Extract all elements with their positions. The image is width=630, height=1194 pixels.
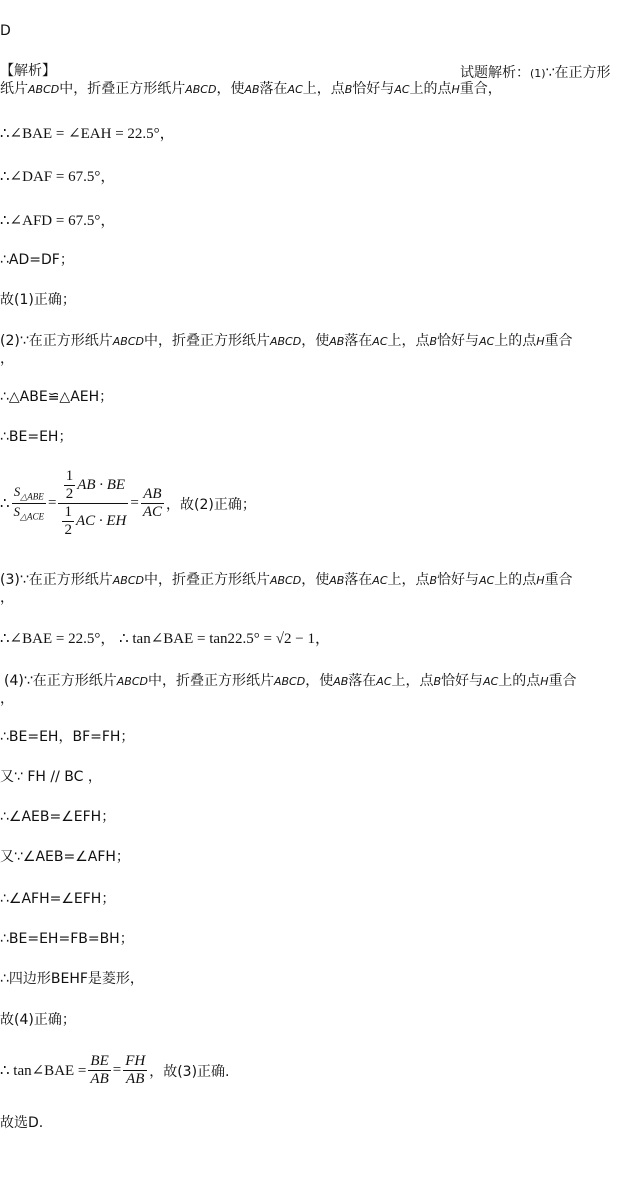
s2-conclusion: ，故(2)正确； bbox=[166, 496, 256, 513]
var-h: H bbox=[540, 675, 549, 688]
answer-letter: D bbox=[0, 23, 11, 39]
s2-text: (2)∵在正方形纸片 bbox=[0, 333, 113, 349]
var-h: H bbox=[536, 335, 545, 348]
s2-text: 恰好与 bbox=[437, 333, 480, 349]
var-abcd: ABCD bbox=[116, 675, 148, 688]
setup-text: 重合， bbox=[459, 81, 502, 97]
var-ac: AC bbox=[479, 574, 495, 587]
setup-text: 上的点 bbox=[409, 81, 452, 97]
s4-line-4: 又∵∠AEB=∠AFH； bbox=[0, 849, 130, 865]
s2-intro bbox=[0, 332, 573, 351]
s3-comma: ， bbox=[0, 590, 14, 606]
s3-text: 中，折叠正方形纸片 bbox=[143, 572, 270, 588]
s2-ratio-equation bbox=[0, 468, 256, 539]
s3-text: 上，点 bbox=[387, 572, 430, 588]
one-half bbox=[64, 468, 76, 503]
s2-text: ，使 bbox=[301, 333, 330, 349]
var-b: B bbox=[344, 83, 353, 96]
fh-over-ab-fraction bbox=[123, 1053, 147, 1088]
s3-text: 上的点 bbox=[494, 572, 537, 588]
s2-text: 上的点 bbox=[494, 333, 537, 349]
ab-be-product: AB · BE bbox=[77, 477, 126, 493]
var-b: B bbox=[429, 574, 438, 587]
area-subscript: △ACE bbox=[20, 511, 44, 522]
setup-text: 恰好与 bbox=[352, 81, 395, 97]
var-ab: AB bbox=[333, 675, 349, 688]
s2-text: 中，折叠正方形纸片 bbox=[143, 333, 270, 349]
area-symbol: S bbox=[13, 484, 21, 500]
area-ratio-fraction bbox=[12, 484, 46, 522]
denominator-expression bbox=[58, 504, 128, 539]
var-ac: AC bbox=[372, 574, 388, 587]
setup-text: 纸片 bbox=[0, 81, 28, 97]
area-symbol: S bbox=[13, 504, 21, 519]
ac-den: AC bbox=[142, 504, 162, 520]
intro-rest: ∵在正方形 bbox=[545, 65, 611, 81]
fh-num: FH bbox=[125, 1053, 146, 1069]
s1-line-1: ∴∠BAE = ∠EAH = 22.5°， bbox=[0, 126, 175, 142]
s4-text: 落在 bbox=[348, 673, 377, 689]
s3-intro bbox=[0, 571, 573, 590]
var-abcd: ABCD bbox=[273, 675, 306, 688]
s1-line-3: ∴∠AFD = 67.5°， bbox=[0, 213, 116, 229]
setup-line bbox=[0, 80, 502, 99]
s4-line-2: 又∵ FH // BC ， bbox=[0, 769, 102, 785]
s4-line-7: ∴四边形BEHF是菱形， bbox=[0, 971, 144, 987]
var-ab: AB bbox=[329, 574, 345, 587]
var-abcd: ABCD bbox=[28, 83, 60, 96]
s2-text: 重合 bbox=[544, 333, 573, 349]
area-subscript: △ABE bbox=[20, 492, 44, 502]
s3-text: (3)∵在正方形纸片 bbox=[0, 572, 113, 588]
s4-line-8: 故(4)正确； bbox=[0, 1012, 76, 1028]
s4-text: (4)∵在正方形纸片 bbox=[4, 673, 117, 689]
half-num: 1 bbox=[64, 504, 72, 520]
ab-den: AB bbox=[90, 1071, 109, 1087]
s2-text: 落在 bbox=[344, 333, 373, 349]
s4-line-5: ∴∠AFH=∠EFH； bbox=[0, 891, 116, 907]
var-h: H bbox=[536, 574, 545, 587]
s4-text: 重合 bbox=[548, 673, 577, 689]
setup-text: ，使 bbox=[216, 81, 245, 97]
s4-text: 上的点 bbox=[498, 673, 541, 689]
s1-line-5: 故(1)正确； bbox=[0, 292, 76, 308]
ab-den: AB bbox=[126, 1071, 145, 1087]
s2-comma: ， bbox=[0, 351, 14, 367]
s1-line-4: ∴AD=DF； bbox=[0, 252, 74, 268]
area-ace bbox=[12, 504, 46, 523]
half-product-fraction bbox=[58, 468, 128, 539]
s2-congruence: ∴△ABE≌△AEH； bbox=[0, 389, 114, 405]
half-den: 2 bbox=[65, 486, 74, 502]
half-den: 2 bbox=[64, 522, 72, 538]
s4-text: 恰好与 bbox=[441, 673, 484, 689]
area-abe bbox=[12, 484, 46, 503]
ab-over-ac-fraction bbox=[141, 486, 164, 521]
s1-line-2: ∴∠DAF = 67.5°， bbox=[0, 169, 116, 185]
var-h: H bbox=[451, 83, 460, 96]
tan-prefix: ∴ tan∠BAE = bbox=[0, 1063, 87, 1079]
numerator-expression bbox=[60, 468, 127, 503]
s4-intro bbox=[4, 672, 577, 691]
s4-line-1: ∴BE=EH，BF=FH； bbox=[0, 729, 135, 745]
var-ac: AC bbox=[394, 83, 410, 96]
tan-conclusion: ，故(3)正确. bbox=[149, 1063, 230, 1080]
setup-text: 上，点 bbox=[302, 81, 345, 97]
setup-text: 中，折叠正方形纸片 bbox=[59, 81, 186, 97]
var-ac: AC bbox=[372, 335, 388, 348]
item-1-marker: (1) bbox=[530, 67, 546, 80]
s3-text: 恰好与 bbox=[437, 572, 480, 588]
var-ac: AC bbox=[483, 675, 499, 688]
s4-text: 中，折叠正方形纸片 bbox=[147, 673, 274, 689]
s3-text: 重合 bbox=[544, 572, 573, 588]
analysis-label: 【解析】 bbox=[0, 63, 56, 79]
analysis-intro bbox=[460, 62, 611, 82]
s3-text: 落在 bbox=[344, 572, 373, 588]
setup-text: 落在 bbox=[259, 81, 288, 97]
s4-comma: ， bbox=[0, 691, 14, 707]
s2-be-eh: ∴BE=EH； bbox=[0, 429, 73, 445]
half-num: 1 bbox=[65, 468, 74, 484]
var-b: B bbox=[433, 675, 442, 688]
final-answer: 故选D. bbox=[0, 1115, 44, 1131]
equals-sign: = bbox=[112, 1062, 122, 1078]
equals-sign: = bbox=[47, 495, 57, 511]
intro-text: 试题解析： bbox=[460, 65, 530, 81]
var-abcd: ABCD bbox=[112, 574, 144, 587]
ab-num: AB bbox=[143, 486, 162, 502]
be-num: BE bbox=[90, 1053, 109, 1069]
var-abcd: ABCD bbox=[269, 335, 302, 348]
s3-tan-line: ∴∠BAE = 22.5°， ∴ tan∠BAE = tan22.5° = √2 − 1， bbox=[0, 631, 330, 647]
s4-line-3: ∴∠AEB=∠EFH； bbox=[0, 809, 116, 825]
var-ab: AB bbox=[244, 83, 260, 96]
ac-eh-product: AC · EH bbox=[75, 513, 127, 529]
var-abcd: ABCD bbox=[185, 83, 217, 96]
s4-text: ，使 bbox=[305, 673, 334, 689]
var-ac: AC bbox=[287, 83, 303, 96]
var-ac: AC bbox=[479, 335, 495, 348]
var-abcd: ABCD bbox=[269, 574, 302, 587]
var-b: B bbox=[429, 335, 438, 348]
equals-sign: = bbox=[130, 495, 139, 511]
tan-ratio-equation bbox=[0, 1053, 229, 1088]
var-ac: AC bbox=[376, 675, 392, 688]
s4-line-6: ∴BE=EH=FB=BH； bbox=[0, 931, 134, 947]
var-ab: AB bbox=[329, 335, 345, 348]
s3-text: ，使 bbox=[301, 572, 330, 588]
s4-text: 上，点 bbox=[391, 673, 434, 689]
one-half bbox=[62, 504, 74, 539]
therefore-symbol: ∴ bbox=[0, 496, 10, 512]
var-abcd: ABCD bbox=[112, 335, 144, 348]
s2-text: 上，点 bbox=[387, 333, 430, 349]
be-over-ab-fraction bbox=[88, 1053, 110, 1088]
